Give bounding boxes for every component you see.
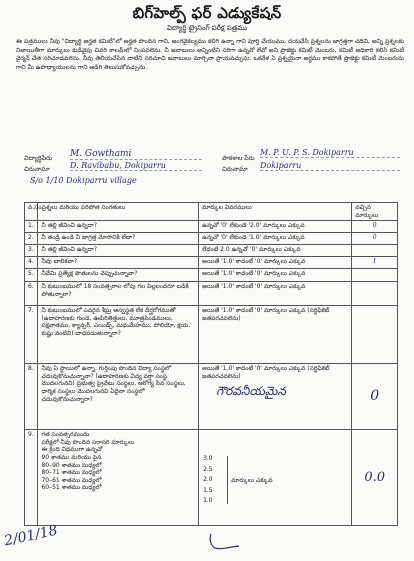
row-score[interactable] [352, 282, 398, 306]
row-score[interactable]: 0 [352, 221, 398, 233]
student-name-value[interactable]: M. Gowthami [70, 149, 202, 160]
header-marks-obtained: వచ్చిన మార్కులు [352, 203, 398, 221]
row-number: 7. [25, 306, 38, 364]
header-marks-details: మార్కుల వివరములు [199, 203, 352, 221]
page-subtitle: విద్యార్థి ట్రైనింగ్ పరీక్ష పత్రము [166, 24, 248, 32]
row-number: 9. [25, 430, 38, 526]
row-score[interactable]: 1 [352, 257, 398, 269]
scale-value: 2.0 [203, 476, 213, 484]
intro-paragraph: ఈ పత్రములు నీవు "విద్యార్థి అర్హత కమిటీ"లో అర్హత పొందిన గాని, అంగవైకల్యము కలిగి ఉన్నా గాని పూర్తి చేయుము, దయచేసి ప్రశ్నలను జాగ్రత్తగా చదివి, అన్ని ప్రశ్నలకు నిజాయితీగా మార్కులు కుడివైపు చివరి కాలమ్‌లో నింపవలెను. నీ జవాబులు అన్నింటిని సరిగా ఉన్నవో లేవో అని ప్రాజెక్టు కమిటీ మెంబరు, కమిటీ అధికారి కలిసి కమిటీ చైర్మన్ చేత సరిచూడవలెను. నీవు తెలియచేసిన వాటిని సరిచూచి జవాబులు మార్చినా ప్రాయవచ్చును. ఒకవేళ ఏ ప్రశ్నయైనా అర్థము కాకపోతే ప్రాజెక్టు కమిటీ మెంబరును గాని మీ ఉపాధ్యాయులను గాని అడిగి తెలుసుకోవచ్చును. [16, 38, 404, 71]
row-marks: ఉన్నచో '0' లేకుండె '1.0' మార్కులు ఎక్కువ [199, 233, 352, 245]
table-row [25, 282, 398, 306]
question-line: పరీక్షలో నీవు పొందిన సరాసరి మార్కులు [41, 438, 135, 446]
row-question: నీ తల్లి జీవించి ఉన్నదా? [38, 221, 199, 233]
row-question: గత సంవత్సరమందు [41, 431, 90, 439]
row-question-cell [38, 430, 199, 526]
row-marks-cell [199, 364, 352, 430]
row-number: 2. [25, 233, 38, 245]
row-marks: అయితే '1.0' కాదంటే '0' మార్కులు ఎక్కువ [199, 269, 352, 282]
row-number: 1. [25, 221, 38, 233]
row-question: నీ తల్లి జీవించి ఉన్నదా? [38, 245, 199, 257]
assessment-table [24, 202, 398, 526]
marks-scale [203, 454, 213, 507]
question-line: 60–51 శాతము మధ్యలో [41, 484, 102, 492]
row-number: 8. [25, 364, 38, 430]
address-value-right[interactable]: Dokiparru [260, 161, 400, 171]
scale-value: 1.0 [203, 497, 213, 505]
row-question: నీవు బాలికవా? [38, 257, 199, 269]
scale-value: 2.5 [203, 465, 213, 473]
header-question: ప్రశ్నలు మరియు పరిపోత సంగతులు [38, 203, 199, 221]
inspector-signature [205, 530, 245, 554]
row-score[interactable] [352, 245, 398, 257]
scale-bracket [219, 456, 228, 504]
question-line: 90 శాతము మరియు పైన [41, 453, 102, 461]
row-question: నీ కుటుంబములో ఎవరైన శీఘ్ర అస్వస్థత లేక దీర్ఘరోగముతో (ఉదాహరణకు గుండె, ఊపిరితిత్తులు, మూత్రపిండములు, పక్షవాతము, క్యాన్సర్, ఎయిడ్స్, మధుమేహము, పోలియో, క్షయ, కుష్టు వంటివి) బాధపడుతున్నారా? [38, 306, 199, 364]
school-name-value[interactable]: M. P. U. P. S. Dokiparru [260, 148, 400, 158]
row-marks: అయితే '1.0' కాదంటే '0' మార్కులు ఎక్కువ [199, 257, 352, 269]
question-line: ఈ క్రింది విధముగా ఉన్నచో [41, 446, 103, 454]
scale-value: 1.5 [203, 486, 213, 494]
row-score[interactable] [352, 269, 398, 282]
question-line: 80–90 శాతము మధ్యలో [41, 461, 102, 469]
address-value-left[interactable]: D. Ravibabu, Dokiparru [70, 161, 202, 171]
row-marks: ఉన్నచో '0' లేకుండె '2.0' మార్కులు ఎక్కువ [199, 221, 352, 233]
table-row [25, 233, 398, 245]
table-row [25, 364, 398, 430]
address-label-right: చిరునామా [222, 166, 248, 173]
table-row [25, 221, 398, 233]
row-number: 5. [25, 269, 38, 282]
date-signature: 2/01/18 [2, 522, 60, 550]
table-row [25, 430, 398, 526]
row-number: 6. [25, 282, 38, 306]
question-line: 80–71 శాతము మధ్యలో [41, 469, 102, 477]
row-score[interactable] [352, 306, 398, 364]
student-name-label: విద్యార్థిపేరు [24, 155, 53, 162]
row-score[interactable]: 0 [352, 364, 398, 430]
table-row [25, 306, 398, 364]
table-row [25, 245, 398, 257]
address-extra-line: S/o 1/10 Dokiparru village [30, 176, 137, 185]
question-line: 70–61 శాతము మధ్యలో [41, 476, 102, 484]
row-score[interactable]: 0.0 [352, 430, 398, 526]
row-question: నీ తండ్రి ఉండి నీ జాగ్రత్త మోసానికి లేదా? [38, 233, 199, 245]
row-marks: లేదంటే 2.0 ఉన్నచో '0' మార్కులు ఎక్కువ [199, 245, 352, 257]
row-score[interactable]: 0 [352, 233, 398, 245]
row-marks-cell [199, 430, 352, 526]
table-row [25, 257, 398, 269]
row-marks: అయితే '1.0' కాదంటే '0' మార్కులు ఎక్కువ (సర్టిఫికెట్ జతపరచవలెను) [199, 306, 352, 364]
row-marks: అయితే '1.0' కాదంటే '0' మార్కులు ఎక్కువ [199, 282, 352, 306]
handwritten-note: గౌరవనీయమైన [216, 384, 286, 399]
table-row [25, 269, 398, 282]
address-label-left: చిరునామా [24, 166, 50, 173]
row-marks: మార్కులు ఎక్కువ [231, 477, 273, 485]
header-serial: వ.సం. [25, 203, 38, 221]
row-question: నీవేమి ప్రత్యేక్ష పౌతులను చెప్పుచున్నావా? [38, 269, 199, 282]
row-marks: అయితే '1.0' కాదంటే '0' మార్కులు ఎక్కువ (సర్టిఫికెట్ జతపరచవలెను) [202, 365, 330, 380]
row-question: నీ కుటుంబములో 18 సంవత్సరాల లోపు గల పిల్లలందరూ బడికి పోతున్నారా? [38, 282, 199, 306]
row-question: నీవు ఏ స్థాయిలో ఉన్నా, గుర్తింపు పొందిన విద్యా సంస్థలో చదువుకొనుచున్నావా? (ఉదాహరణకు విద్య వర్షా సంస్థ మొదలగునవి) ప్రభుత్వ ప్రైవేటు సంస్థలు, ఆరోగ్య సేవ సంస్థలు, ధార్మిక సంస్థలు మొదలగునవి ఏదైనా సంస్థలో చదువుకొనుచున్నారా? [38, 364, 199, 430]
table-header-row [25, 203, 398, 221]
scale-value: 3.0 [203, 455, 213, 463]
row-number: 4. [25, 257, 38, 269]
school-name-label: పాఠశాల పేరు [222, 155, 255, 162]
row-number: 3. [25, 245, 38, 257]
page-title: బిగ్‌హెల్ప్ ఫర్ ఎడ్యుకేషన్ [132, 4, 282, 22]
